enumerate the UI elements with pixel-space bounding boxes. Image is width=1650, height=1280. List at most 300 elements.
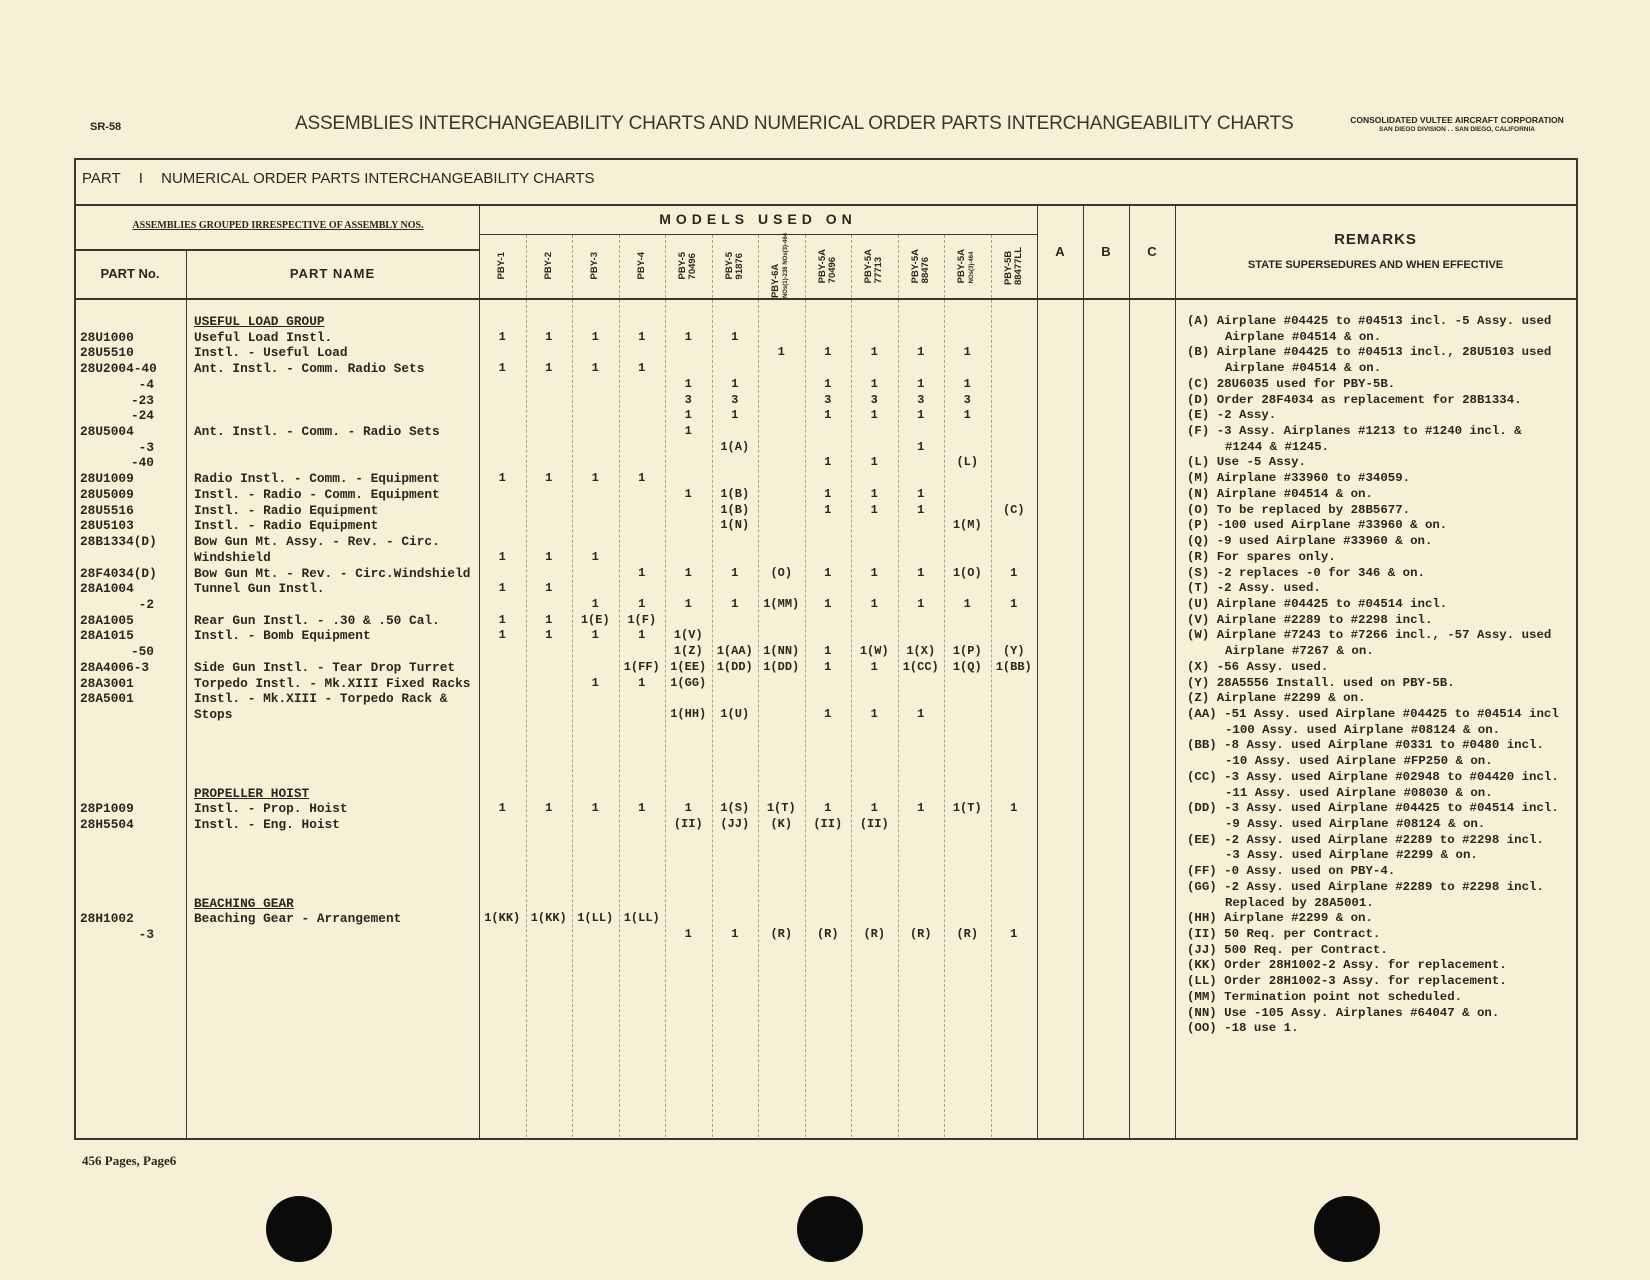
quantity-cell: 1 (917, 706, 925, 721)
remark-line: (B) Airplane #04425 to #04513 incl., 28U5103 used (1187, 345, 1552, 360)
divider (1175, 204, 1176, 1138)
quantity-cell: 1(MM) (763, 596, 800, 611)
part-name: Instl. - Radio - Comm. Equipment (194, 486, 440, 502)
quantity-cell: 1 (638, 801, 646, 816)
quantity-cell: 1 (731, 565, 739, 580)
quantity-cell: (K) (770, 817, 793, 831)
quantity-cell: 1 (545, 581, 553, 596)
quantity-cell: 1 (917, 345, 925, 360)
remark-line: (O) To be replaced by 28B5677. (1187, 502, 1411, 517)
quantity-cell: 1 (870, 455, 878, 470)
part-number: 28U5516 (80, 502, 134, 518)
quantity-cell: (Y) (1002, 644, 1025, 659)
quantity-cell: 1 (591, 361, 599, 376)
quantity-cell: 1 (545, 612, 553, 627)
part-name: Ant. Instl. - Comm. Radio Sets (194, 361, 425, 377)
quantity-cell: (L) (956, 455, 979, 470)
quantity-cell: 1 (963, 596, 971, 611)
remark-line: (NN) Use -105 Assy. Airplanes #64047 & on. (1187, 1005, 1500, 1020)
part-name-header: PART NAME (289, 266, 376, 281)
model-serial: 91876 (733, 253, 745, 280)
quantity-cell: 1(DD) (716, 659, 753, 674)
quantity-cell: (JJ) (720, 817, 750, 831)
part-name: Bow Gun Mt. - Rev. - Circ.Windshield (194, 565, 471, 581)
remark-line: (W) Airplane #7243 to #7266 incl., -57 Assy. used (1187, 628, 1552, 643)
remark-line: (D) Order 28F4034 as replacement for 28B1334. (1187, 392, 1522, 407)
remark-line: (II) 50 Req. per Contract. (1187, 927, 1381, 942)
model-name: PBY-2 (542, 252, 554, 280)
part-name: Instl. - Useful Load (194, 345, 348, 361)
column-divider (991, 235, 992, 1137)
page-count: 456 Pages, Page6 (82, 1153, 177, 1168)
document-code: SR-58 (90, 121, 122, 133)
group-heading: USEFUL LOAD GROUP (194, 314, 325, 329)
quantity-cell: 1(U) (720, 706, 750, 721)
quantity-cell: 1 (824, 455, 832, 470)
remark-line: (U) Airplane #04425 to #04514 incl. (1187, 596, 1448, 611)
quantity-cell: 1 (731, 927, 739, 942)
quantity-cell: (R) (863, 927, 886, 942)
quantity-cell: 1 (545, 549, 553, 564)
part-number: -50 (130, 644, 154, 660)
quantity-cell: 1(T) (952, 801, 982, 816)
model-header (712, 236, 758, 296)
model-header (991, 236, 1037, 296)
quantity-cell: 1(GG) (670, 675, 707, 690)
part-name: Side Gun Instl. - Tear Drop Turret (194, 659, 456, 675)
quantity-cell: 1 (870, 659, 878, 674)
quantity-cell: 1(BB) (995, 659, 1032, 674)
corporation-block (1337, 115, 1577, 135)
remark-line: (Z) Airplane #2299 & on. (1187, 691, 1366, 706)
quantity-cell: 1 (731, 596, 739, 611)
quantity-cell: 1(E) (580, 612, 610, 627)
part-number: -3 (138, 927, 154, 943)
model-name: PBY-5B (1002, 250, 1014, 286)
part-number: 28A1005 (80, 612, 134, 628)
quantity-cell: 1 (684, 801, 692, 816)
quantity-cell: 1 (591, 628, 599, 643)
part-number: 28A4006-3 (80, 659, 150, 675)
part-name: Tunnel Gun Instl. (194, 581, 325, 597)
group-heading: PROPELLER HOIST (194, 785, 310, 801)
quantity-cell: 1 (498, 628, 506, 643)
remark-line: (AA) -51 Assy. used Airplane #04425 to #04514 incl (1187, 706, 1559, 721)
remark-line: Airplane #04514 & on. (1225, 329, 1382, 344)
part-name: Beaching Gear - Arrangement (194, 911, 402, 927)
part-number: 28F4034(D) (80, 565, 157, 581)
part-number: 28U1009 (80, 471, 134, 487)
part-number: 28A5001 (80, 691, 134, 707)
model-header (479, 236, 525, 296)
remark-line: (GG) -2 Assy. used Airplane #2289 to #2298 incl. (1187, 879, 1544, 894)
quantity-cell: 1 (498, 581, 506, 596)
quantity-cell: 1(B) (720, 486, 750, 501)
column-divider (898, 235, 899, 1137)
column-divider (851, 235, 852, 1137)
quantity-cell: 1 (824, 376, 832, 391)
part-number: -2 (138, 596, 154, 612)
quantity-cell: 1(S) (720, 801, 750, 816)
remarks-list (1187, 314, 1559, 1037)
quantity-cell: 1 (731, 408, 739, 423)
divider (186, 249, 187, 1138)
quantity-cell: 1 (824, 596, 832, 611)
part-name: Rear Gun Instl. - .30 & .50 Cal. (194, 612, 440, 628)
quantity-cell: 1 (731, 329, 739, 344)
divider (1037, 204, 1038, 1138)
model-header (665, 236, 711, 296)
quantity-cell: (R) (956, 927, 979, 942)
quantity-cell: 1 (870, 801, 878, 816)
quantity-cell: 1 (824, 345, 832, 360)
remark-line: (M) Airplane #33960 to #34059. (1187, 471, 1411, 486)
quantity-cell: (R) (909, 927, 932, 942)
quantity-cell: 1 (498, 471, 506, 486)
column-divider (758, 235, 759, 1137)
corporation-name: CONSOLIDATED VULTEE AIRCRAFT CORPORATION (1350, 115, 1564, 125)
quantity-cell: 1(KK) (484, 911, 521, 926)
model-name: PBY-5 (677, 252, 688, 280)
remark-line: -11 Assy. used Airplane #08030 & on. (1225, 785, 1493, 800)
quantity-cell: 1 (545, 628, 553, 643)
remark-line: (KK) Order 28H1002-2 Assy. for replacement. (1187, 958, 1507, 973)
quantity-cell: 1 (591, 329, 599, 344)
remark-line: Replaced by 28A5001. (1225, 895, 1374, 910)
quantity-cell: 1(N) (720, 518, 750, 533)
remark-line: (DD) -3 Assy. used Airplane #04425 to #04514 incl. (1187, 801, 1559, 816)
quantity-cell: 1 (917, 408, 925, 423)
quantity-cell: 1 (545, 329, 553, 344)
model-name: PBY-5A (909, 248, 921, 284)
quantity-cell: 1 (731, 376, 739, 391)
part-number: 28A3001 (80, 675, 134, 691)
quantity-cell: 1 (684, 376, 692, 391)
divider (74, 249, 479, 251)
quantity-cell: 1 (917, 376, 925, 391)
part-name: Instl. - Radio Equipment (194, 518, 379, 534)
model-name: PBY-5A (816, 248, 828, 284)
part-number: -23 (130, 392, 154, 408)
part-number: 28A1015 (80, 628, 134, 644)
quantity-cell: 1 (870, 345, 878, 360)
remark-line: (X) -56 Assy. used. (1187, 659, 1329, 674)
part-name: Instl. - Prop. Hoist (194, 801, 348, 817)
model-header (619, 236, 665, 296)
remark-line: (L) Use -5 Assy. (1187, 455, 1306, 470)
model-header (758, 233, 804, 299)
part-number: 28U2004-40 (80, 361, 157, 377)
quantity-cell: 1(HH) (670, 706, 707, 721)
quantity-cell: 3 (917, 392, 925, 407)
part-number: 28U5103 (80, 518, 134, 534)
quantity-cell: 1 (684, 424, 692, 439)
part-number: 28P1009 (80, 801, 134, 817)
remarks-subheading: STATE SUPERSEDURES AND WHEN EFFECTIVE (1247, 259, 1504, 271)
quantity-cell: 1 (824, 486, 832, 501)
part-number: -40 (130, 455, 154, 471)
quantity-cell: 1(DD) (763, 659, 800, 674)
part-no-header: PART No. (100, 266, 160, 281)
quantity-cell: 1 (545, 361, 553, 376)
model-serial: 88477LL (1012, 246, 1024, 286)
quantity-cell: 3 (824, 392, 832, 407)
quantity-cell: 1(X) (906, 644, 936, 659)
quantity-cell: 1 (917, 565, 925, 580)
remark-line: (S) -2 replaces -0 for 346 & on. (1187, 565, 1425, 580)
quantity-cell: 1 (684, 927, 692, 942)
quantity-cell: 1(F) (627, 612, 657, 627)
punch-hole (266, 1196, 332, 1262)
model-serial: 70496 (687, 253, 698, 280)
quantity-cell: 1(P) (952, 644, 982, 659)
part-name: Useful Load Instl. (194, 329, 333, 345)
remark-line: (CC) -3 Assy. used Airplane #02948 to #04420 incl. (1187, 769, 1559, 784)
quantity-cell: 1 (917, 486, 925, 501)
part-number: 28H5504 (80, 817, 134, 832)
remark-line: (JJ) 500 Req. per Contract. (1187, 942, 1388, 957)
quantity-cell: 1 (684, 596, 692, 611)
quantity-cell: 1(LL) (577, 911, 614, 926)
column-a-header: A (1055, 244, 1065, 259)
part-name: Instl. - Eng. Hoist (194, 817, 340, 832)
quantity-cell: 1 (824, 706, 832, 721)
model-name: PBY-5 (723, 252, 735, 280)
remark-line: (N) Airplane #04514 & on. (1187, 486, 1373, 501)
quantity-cell: 1 (870, 502, 878, 517)
page-title: ASSEMBLIES INTERCHANGEABILITY CHARTS AND NUMERICAL ORDER PARTS INTERCHANGEABILITY CHARTS (295, 113, 1294, 134)
quantity-cell: 1 (684, 408, 692, 423)
quantity-cell: 1 (591, 596, 599, 611)
model-header (851, 236, 897, 296)
model-name: PBY-3 (589, 252, 600, 280)
model-name: PBY-6A (770, 264, 781, 299)
quantity-cell: 1 (591, 801, 599, 816)
part-name: Bow Gun Mt. Assy. - Rev. - Circ. (194, 534, 440, 550)
quantity-cell: 1 (684, 329, 692, 344)
remark-line: (FF) -0 Assy. used on PBY-4. (1187, 864, 1396, 879)
model-serial: NOs(1)-238 NOs(3)-464 (783, 233, 789, 299)
quantity-cell: 1 (963, 408, 971, 423)
quantity-cell: 1(LL) (623, 911, 660, 926)
quantity-cell: 1(W) (859, 644, 889, 659)
remark-line: (EE) -2 Assy. used Airplane #2289 to #2298 incl. (1187, 832, 1544, 847)
quantity-cell: 1 (917, 596, 925, 611)
quantity-cell: 1 (870, 565, 878, 580)
quantity-cell: 1 (1010, 801, 1018, 816)
model-header (526, 236, 572, 296)
part-number: -3 (138, 439, 154, 455)
part-number: 28U1000 (80, 329, 134, 345)
quantity-cell: 1(NN) (763, 644, 800, 659)
remark-line: (Y) 28A5556 Install. used on PBY-5B. (1187, 675, 1455, 690)
model-header (805, 236, 851, 296)
part-number: 28A1004 (80, 581, 134, 597)
quantity-cell: 1 (824, 659, 832, 674)
part-name: Windshield (194, 549, 271, 565)
quantity-cell: 1 (591, 549, 599, 564)
model-header (572, 236, 618, 296)
model-serial: 88476 (919, 256, 931, 284)
remark-line: (F) -3 Assy. Airplanes #1213 to #1240 incl. & (1187, 424, 1522, 439)
model-serial: 70496 (826, 256, 838, 284)
model-name: PBY-4 (635, 252, 647, 280)
quantity-cell: 1 (917, 439, 925, 454)
quantity-cell: 1(V) (673, 628, 703, 643)
quantity-cell: 1 (870, 486, 878, 501)
quantity-cell: (II) (859, 817, 889, 831)
part-label: PART (82, 170, 121, 187)
quantity-cell: 1 (1010, 596, 1018, 611)
remarks-heading: REMARKS (1334, 231, 1417, 248)
quantity-cell: 1(O) (952, 565, 982, 580)
quantity-cell: 1 (638, 329, 646, 344)
column-c-header: C (1147, 244, 1157, 259)
model-serial: NOs(3)-464 (969, 251, 975, 284)
quantity-cell: 1 (498, 329, 506, 344)
quantity-cell: 1(A) (720, 439, 750, 454)
quantity-cell: 1(FF) (623, 659, 660, 674)
remark-line: -9 Assy. used Airplane #08124 & on. (1225, 817, 1486, 831)
models-used-on-heading: MODELS USED ON (659, 211, 857, 227)
corporation-division: SAN DIEGO DIVISION . . SAN DIEGO, CALIFORNIA (1378, 126, 1535, 133)
remark-line: (HH) Airplane #2299 & on. (1187, 911, 1373, 926)
quantity-cell: 1 (917, 502, 925, 517)
part-number: -24 (130, 408, 154, 424)
quantity-cell: 1(EE) (670, 659, 707, 674)
remark-line: -3 Assy. used Airplane #2299 & on. (1225, 848, 1478, 863)
part-number: -4 (138, 376, 154, 392)
remark-line: (C) 28U6035 used for PBY-5B. (1187, 376, 1396, 391)
quantity-cell: 1 (545, 801, 553, 816)
part-number: 28H1002 (80, 911, 134, 927)
remark-line: (V) Airplane #2289 to #2298 incl. (1187, 612, 1433, 627)
part-name: Radio Instl. - Comm. - Equipment (194, 471, 440, 487)
quantity-cell: 1 (824, 408, 832, 423)
quantity-cell: 1(KK) (530, 911, 567, 926)
quantity-cell: 3 (684, 392, 692, 407)
quantity-cell: 1 (777, 345, 785, 360)
quantity-cell: 1 (824, 644, 832, 659)
part-section-name: NUMERICAL ORDER PARTS INTERCHANGEABILITY CHARTS (161, 170, 595, 187)
quantity-cell: 1 (638, 471, 646, 486)
quantity-cell: 1 (498, 801, 506, 816)
grouped-note: ASSEMBLIES GROUPED IRRESPECTIVE OF ASSEMBLY NOS. (132, 220, 424, 231)
remark-line: (MM) Termination point not scheduled. (1187, 989, 1463, 1004)
quantity-cell: (II) (813, 817, 843, 831)
quantity-cell: 1 (638, 361, 646, 376)
quantity-cell: 1 (638, 675, 646, 690)
part-number: 28U5004 (80, 424, 134, 440)
remark-line: #1244 & #1245. (1225, 439, 1330, 454)
quantity-cell: (II) (673, 817, 703, 831)
remark-line: (E) -2 Assy. (1187, 408, 1277, 423)
remark-line: (Q) -9 used Airplane #33960 & on. (1187, 534, 1433, 549)
remark-line: (BB) -8 Assy. used Airplane #0331 to #0480 incl. (1187, 738, 1544, 753)
remark-line: (OO) -18 use 1. (1187, 1021, 1299, 1036)
quantity-cell: 1 (498, 361, 506, 376)
remark-line: Airplane #7267 & on. (1225, 644, 1374, 659)
quantity-cell: 1 (917, 801, 925, 816)
punch-hole (797, 1196, 863, 1262)
quantity-cell: 1 (870, 706, 878, 721)
quantity-cell: 1 (684, 565, 692, 580)
quantity-cell: (R) (770, 927, 793, 942)
remark-line: (LL) Order 28H1002-3 Assy. for replacement. (1187, 974, 1507, 989)
model-name: PBY-1 (496, 252, 507, 280)
quantity-cell: 1 (824, 502, 832, 517)
quantity-cell: 1 (963, 345, 971, 360)
part-name: Instl. - Radio Equipment (194, 502, 379, 518)
quantity-cell: 1 (498, 612, 506, 627)
part-number: I (138, 170, 143, 187)
part-number: 28U5510 (80, 345, 134, 361)
punch-hole (1314, 1196, 1380, 1262)
quantity-cell: 1 (870, 596, 878, 611)
quantity-cell: 1 (498, 549, 506, 564)
part-number: 28U5009 (80, 486, 134, 502)
quantity-cell: 3 (731, 392, 739, 407)
quantity-cell: 1 (870, 376, 878, 391)
divider (74, 298, 1578, 300)
quantity-cell: 1 (1010, 927, 1018, 942)
part-section-title (82, 170, 609, 187)
part-name: Instl. - Bomb Equipment (194, 628, 371, 644)
part-name: Torpedo Instl. - Mk.XIII Fixed Racks (194, 675, 471, 691)
divider (1129, 204, 1130, 1138)
quantity-cell: 1 (824, 565, 832, 580)
quantity-cell: 1(AA) (716, 644, 753, 659)
remark-line: (T) -2 Assy. used. (1187, 581, 1321, 596)
remark-line: -10 Assy. used Airplane #FP250 & on. (1225, 754, 1493, 769)
part-name: Stops (194, 706, 233, 722)
model-header (944, 236, 990, 296)
part-name: Ant. Instl. - Comm. - Radio Sets (194, 424, 440, 440)
model-name: PBY-5A (863, 248, 874, 284)
remark-line: (P) -100 used Airplane #33960 & on. (1187, 518, 1448, 533)
divider (1083, 204, 1084, 1138)
column-divider (712, 235, 713, 1137)
quantity-cell: 1 (963, 376, 971, 391)
column-divider (805, 235, 806, 1137)
model-serial: 77713 (873, 256, 884, 284)
quantity-cell: 3 (963, 392, 971, 407)
group-heading: BEACHING GEAR (194, 895, 294, 911)
quantity-cell: 1 (638, 628, 646, 643)
remark-line: Airplane #04514 & on. (1225, 361, 1382, 376)
part-name: Instl. - Mk.XIII - Torpedo Rack & (194, 691, 448, 707)
model-name: PBY-5A (956, 248, 967, 284)
remark-line: (R) For spares only. (1187, 549, 1336, 564)
quantity-cell: 3 (870, 392, 878, 407)
quantity-cell: 1(B) (720, 502, 750, 517)
remark-line: -100 Assy. used Airplane #08124 & on. (1225, 722, 1501, 737)
quantity-cell: (R) (816, 927, 839, 942)
divider (74, 204, 1578, 206)
quantity-cell: (C) (1002, 502, 1025, 517)
quantity-cell: 1(Z) (673, 644, 703, 659)
part-number: 28B1334(D) (80, 534, 157, 550)
quantity-cell: 1 (870, 408, 878, 423)
quantity-cell: 1 (638, 596, 646, 611)
quantity-cell: 1(M) (952, 518, 982, 533)
remark-line: (A) Airplane #04425 to #04513 incl. -5 Assy. used (1187, 314, 1552, 328)
quantity-cell: 1 (591, 675, 599, 690)
quantity-cell: 1(CC) (902, 659, 939, 674)
quantity-cell: 1 (638, 565, 646, 580)
column-b-header: B (1101, 244, 1111, 259)
quantity-cell: 1 (545, 471, 553, 486)
